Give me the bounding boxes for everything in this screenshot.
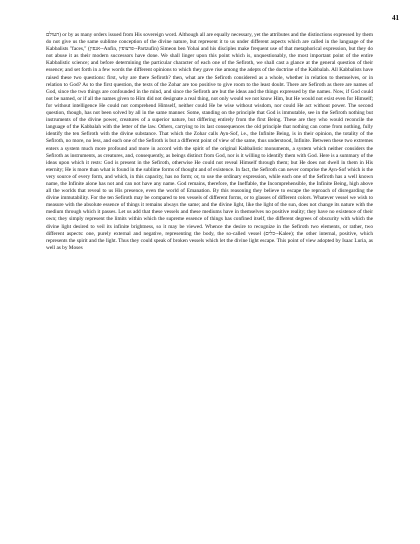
body-paragraph: העולם) or by as many orders issued from His sovereign word. Although all are equally necessary, yet the attributes and the distinctions expressed by them do not give us the same sublime conception of the divine nature, but represent it to us under different aspects which are called in the language of the Kabbalists "faces," (אנפין--Anfin, פרצופין--Partzufin) Simeon ben Yohai and his disciples make frequent use of that metaphorical expression, but they do not abuse it as their modern successors have done. We shall linger upon this point which is, unquestionably, the most important point of the entire Kabbalistic science; and before determining the particular character of each one of the Sefiroth, we shall cast a glance at the general question of their essence; and set forth in a few words the different opinions to which they gave rise among the adepts of the doctrine of the Kabbalah. All Kabbalists have raised these two questions: first, why are there Sefiroth? then, what are the Sefiroth considered as a whole, whether in relation to themselves, or in relation to God? As to the first question, the texts of the Zohar are too positive to give room to the least doubt. There are Sefiroth as there are names of God, since the two things are confounded in the mind, and since the Sefiroth are but the ideas and the things expressed by the names. Now, if God could not be named, or if all the names given to Him did not designate a real thing, not only would we not know Him, but He would not exist even for Himself; for without intelligence He could not comprehend Himself, neither could He be wise without wisdom, nor could He act without power. The second question, though, has not been solved by all in the same manner. Some, standing on the principle that God is immutable, see in the Sefiroth nothing but instruments of the divine power, creatures of a superior nature, but differing entirely from the first Being. These are they who would reconcile the language of the Kabbalah with the letter of the law. Others, carrying to its last consequences the old principle that nothing can come from nothing, fully identify the ten Sefiroth with the divine substance. That which the Zohar calls Ayn-Sof, i.e., the Infinite Being, is in their opinion, the totality of the Sefiroth, no more, no less, and each one of the Sefiroth is but a different point of view of the same, thus understood, Infinite. Between these two extremes enters a system much more profound and more in accord with the spirit of the original Kabbalistic monuments, a system which neither considers the Sefiroth as instruments, as creatures, and, consequently, as beings distinct from God, nor is it willing to identify them with God. Here is a summary of the ideas upon which it rests: God is present in the Sefiroth, otherwise He could not reveal Himself through them; but He does not dwell in them in His eternity; He is more than what is found in the sublime forms of thought and of existence. In fact, the Sefiroth can never comprise the Ayn-Sof which is the very source of every form, and which, in this capacity, has no form; or, to use the ordinary expression, while each one of the Sefiroth has a well known name, the Infinite alone has not and can not have any name. God remains, therefore, the Ineffable, the Incomprehensible, the Infinite Being, high above all the worlds that reveal to us His presence, even the world of Emanation. By this reasoning they believe to escape the reproach of disregarding the divine immutability. For the ten Sefiroth may be compared to ten vessels of different forms, or to glasses of different colors. Whatever vessel we wish to measure with the absolute essence of things it remains always the same; and the divine light, like the light of the sun, does not change its nature with the medium through which it passes. Let us add that these vessels and these mediums have in themselves no positive reality; they have no existence of their own; they simply represent the limits within which the supreme essence of things has confined itself, the different degrees of obscurity with which the divine light desired to veil its infinite brightness, so it may be viewed. Whence the desire to recognize in the Sefiroth two elements, or rather, two different aspects: one, purely external and negative, representing the body, the so-called vessel (כלים--Kalee); the other internal, positive, which represents the spirit and the light. Thus they could speak of broken vessels which let the divine light escape. This point of view adopted by Isaac Luria, as well as by Moses [46, 32, 373, 251]
page-number: 41 [392, 14, 399, 22]
